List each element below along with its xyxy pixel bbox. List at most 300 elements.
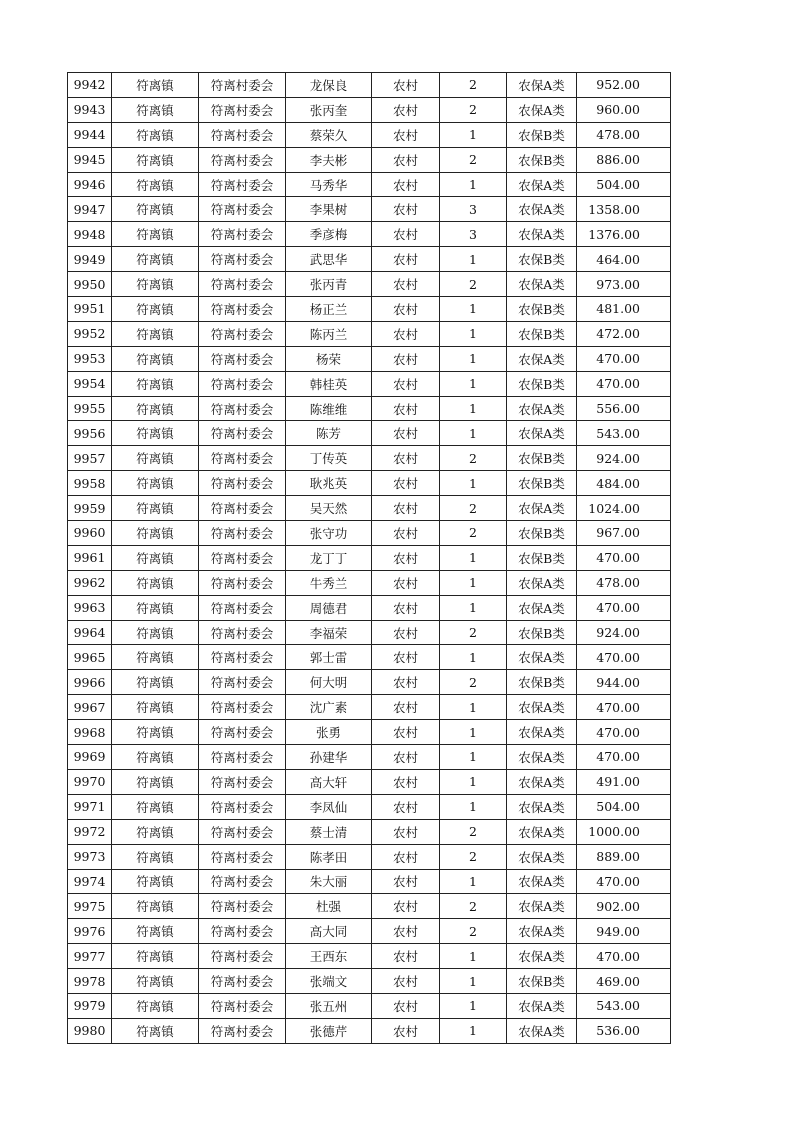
row-number-cell: 9967 <box>68 695 112 720</box>
town-cell: 符离镇 <box>112 720 199 745</box>
table-row <box>68 720 671 745</box>
row-number-cell: 9973 <box>68 844 112 869</box>
amount-cell: 481.00 <box>577 297 671 322</box>
member-count-cell: 2 <box>440 670 507 695</box>
row-number-cell: 9966 <box>68 670 112 695</box>
table-row <box>68 869 671 894</box>
household-type-cell: 农村 <box>372 745 440 770</box>
table-row <box>68 222 671 247</box>
household-type-cell: 农村 <box>372 869 440 894</box>
insurance-category-cell: 农保A类 <box>507 421 577 446</box>
insurance-category-cell: 农保A类 <box>507 197 577 222</box>
household-type-cell: 农村 <box>372 222 440 247</box>
row-number-cell: 9948 <box>68 222 112 247</box>
table-row <box>68 346 671 371</box>
village-committee-cell: 符离村委会 <box>199 122 286 147</box>
amount-cell: 478.00 <box>577 122 671 147</box>
table-row <box>68 944 671 969</box>
insurance-category-cell: 农保B类 <box>507 670 577 695</box>
village-committee-cell: 符离村委会 <box>199 247 286 272</box>
amount-cell: 472.00 <box>577 321 671 346</box>
household-type-cell: 农村 <box>372 147 440 172</box>
person-name-cell: 张勇 <box>286 720 372 745</box>
amount-cell: 924.00 <box>577 446 671 471</box>
amount-cell: 889.00 <box>577 844 671 869</box>
amount-cell: 1358.00 <box>577 197 671 222</box>
member-count-cell: 1 <box>440 421 507 446</box>
amount-cell: 504.00 <box>577 172 671 197</box>
household-type-cell: 农村 <box>372 247 440 272</box>
table-row <box>68 446 671 471</box>
insurance-category-cell: 农保B类 <box>507 247 577 272</box>
insurance-category-cell: 农保A类 <box>507 993 577 1018</box>
amount-cell: 504.00 <box>577 794 671 819</box>
village-committee-cell: 符离村委会 <box>199 819 286 844</box>
town-cell: 符离镇 <box>112 73 199 98</box>
member-count-cell: 2 <box>440 620 507 645</box>
town-cell: 符离镇 <box>112 297 199 322</box>
household-type-cell: 农村 <box>372 695 440 720</box>
amount-cell: 470.00 <box>577 695 671 720</box>
table-row <box>68 745 671 770</box>
row-number-cell: 9977 <box>68 944 112 969</box>
insurance-category-cell: 农保A类 <box>507 894 577 919</box>
household-type-cell: 农村 <box>372 819 440 844</box>
member-count-cell: 1 <box>440 720 507 745</box>
village-committee-cell: 符离村委会 <box>199 471 286 496</box>
town-cell: 符离镇 <box>112 346 199 371</box>
member-count-cell: 1 <box>440 794 507 819</box>
town-cell: 符离镇 <box>112 869 199 894</box>
row-number-cell: 9957 <box>68 446 112 471</box>
member-count-cell: 1 <box>440 545 507 570</box>
village-committee-cell: 符离村委会 <box>199 272 286 297</box>
member-count-cell: 1 <box>440 570 507 595</box>
village-committee-cell: 符离村委会 <box>199 396 286 421</box>
town-cell: 符离镇 <box>112 247 199 272</box>
insurance-category-cell: 农保B类 <box>507 147 577 172</box>
table-row <box>68 919 671 944</box>
town-cell: 符离镇 <box>112 272 199 297</box>
amount-cell: 886.00 <box>577 147 671 172</box>
amount-cell: 960.00 <box>577 97 671 122</box>
person-name-cell: 龙丁丁 <box>286 545 372 570</box>
person-name-cell: 韩桂英 <box>286 371 372 396</box>
row-number-cell: 9975 <box>68 894 112 919</box>
amount-cell: 478.00 <box>577 570 671 595</box>
insurance-category-cell: 农保A类 <box>507 645 577 670</box>
town-cell: 符离镇 <box>112 122 199 147</box>
household-type-cell: 农村 <box>372 521 440 546</box>
person-name-cell: 高大轩 <box>286 769 372 794</box>
town-cell: 符离镇 <box>112 794 199 819</box>
table-row <box>68 471 671 496</box>
person-name-cell: 牛秀兰 <box>286 570 372 595</box>
member-count-cell: 1 <box>440 969 507 994</box>
row-number-cell: 9963 <box>68 595 112 620</box>
person-name-cell: 杜强 <box>286 894 372 919</box>
table-row <box>68 73 671 98</box>
member-count-cell: 2 <box>440 894 507 919</box>
insurance-category-cell: 农保A类 <box>507 720 577 745</box>
person-name-cell: 季彦梅 <box>286 222 372 247</box>
person-name-cell: 陈芳 <box>286 421 372 446</box>
person-name-cell: 周德君 <box>286 595 372 620</box>
member-count-cell: 3 <box>440 222 507 247</box>
table-row <box>68 272 671 297</box>
person-name-cell: 李凤仙 <box>286 794 372 819</box>
member-count-cell: 1 <box>440 1018 507 1043</box>
village-committee-cell: 符离村委会 <box>199 172 286 197</box>
household-type-cell: 农村 <box>372 570 440 595</box>
village-committee-cell: 符离村委会 <box>199 421 286 446</box>
town-cell: 符离镇 <box>112 894 199 919</box>
amount-cell: 469.00 <box>577 969 671 994</box>
town-cell: 符离镇 <box>112 321 199 346</box>
member-count-cell: 3 <box>440 197 507 222</box>
table-row <box>68 819 671 844</box>
insurance-category-cell: 农保A类 <box>507 496 577 521</box>
village-committee-cell: 符离村委会 <box>199 371 286 396</box>
person-name-cell: 蔡士清 <box>286 819 372 844</box>
row-number-cell: 9951 <box>68 297 112 322</box>
table-row <box>68 371 671 396</box>
town-cell: 符离镇 <box>112 446 199 471</box>
household-type-cell: 农村 <box>372 844 440 869</box>
household-type-cell: 农村 <box>372 197 440 222</box>
amount-cell: 902.00 <box>577 894 671 919</box>
member-count-cell: 1 <box>440 471 507 496</box>
person-name-cell: 李夫彬 <box>286 147 372 172</box>
person-name-cell: 陈丙兰 <box>286 321 372 346</box>
town-cell: 符离镇 <box>112 993 199 1018</box>
household-type-cell: 农村 <box>372 720 440 745</box>
insurance-category-cell: 农保A类 <box>507 97 577 122</box>
town-cell: 符离镇 <box>112 471 199 496</box>
amount-cell: 470.00 <box>577 745 671 770</box>
row-number-cell: 9952 <box>68 321 112 346</box>
person-name-cell: 张守功 <box>286 521 372 546</box>
household-type-cell: 农村 <box>372 620 440 645</box>
row-number-cell: 9942 <box>68 73 112 98</box>
table-row <box>68 695 671 720</box>
household-type-cell: 农村 <box>372 321 440 346</box>
table-body <box>68 73 671 1044</box>
row-number-cell: 9943 <box>68 97 112 122</box>
row-number-cell: 9950 <box>68 272 112 297</box>
village-committee-cell: 符离村委会 <box>199 944 286 969</box>
row-number-cell: 9978 <box>68 969 112 994</box>
row-number-cell: 9972 <box>68 819 112 844</box>
person-name-cell: 张端文 <box>286 969 372 994</box>
village-committee-cell: 符离村委会 <box>199 197 286 222</box>
person-name-cell: 陈孝田 <box>286 844 372 869</box>
amount-cell: 924.00 <box>577 620 671 645</box>
member-count-cell: 2 <box>440 521 507 546</box>
table-row <box>68 769 671 794</box>
row-number-cell: 9945 <box>68 147 112 172</box>
town-cell: 符离镇 <box>112 371 199 396</box>
person-name-cell: 龙保良 <box>286 73 372 98</box>
person-name-cell: 高大同 <box>286 919 372 944</box>
person-name-cell: 张丙青 <box>286 272 372 297</box>
amount-cell: 470.00 <box>577 545 671 570</box>
household-type-cell: 农村 <box>372 172 440 197</box>
village-committee-cell: 符离村委会 <box>199 446 286 471</box>
insurance-category-cell: 农保A类 <box>507 222 577 247</box>
person-name-cell: 李果树 <box>286 197 372 222</box>
village-committee-cell: 符离村委会 <box>199 720 286 745</box>
row-number-cell: 9958 <box>68 471 112 496</box>
person-name-cell: 武思华 <box>286 247 372 272</box>
member-count-cell: 2 <box>440 496 507 521</box>
table-row <box>68 670 671 695</box>
person-name-cell: 郭士雷 <box>286 645 372 670</box>
household-type-cell: 农村 <box>372 894 440 919</box>
household-type-cell: 农村 <box>372 1018 440 1043</box>
member-count-cell: 1 <box>440 371 507 396</box>
village-committee-cell: 符离村委会 <box>199 545 286 570</box>
town-cell: 符离镇 <box>112 919 199 944</box>
village-committee-cell: 符离村委会 <box>199 645 286 670</box>
insurance-category-cell: 农保A类 <box>507 919 577 944</box>
table-row <box>68 321 671 346</box>
member-count-cell: 2 <box>440 446 507 471</box>
person-name-cell: 张五州 <box>286 993 372 1018</box>
insurance-category-cell: 农保A类 <box>507 1018 577 1043</box>
household-type-cell: 农村 <box>372 769 440 794</box>
member-count-cell: 1 <box>440 993 507 1018</box>
person-name-cell: 朱大丽 <box>286 869 372 894</box>
table-row <box>68 197 671 222</box>
row-number-cell: 9968 <box>68 720 112 745</box>
amount-cell: 470.00 <box>577 371 671 396</box>
amount-cell: 1000.00 <box>577 819 671 844</box>
table-row <box>68 247 671 272</box>
village-committee-cell: 符离村委会 <box>199 769 286 794</box>
table-row <box>68 396 671 421</box>
amount-cell: 952.00 <box>577 73 671 98</box>
person-name-cell: 陈维维 <box>286 396 372 421</box>
row-number-cell: 9955 <box>68 396 112 421</box>
row-number-cell: 9946 <box>68 172 112 197</box>
person-name-cell: 耿兆英 <box>286 471 372 496</box>
town-cell: 符离镇 <box>112 769 199 794</box>
insurance-category-cell: 农保A类 <box>507 745 577 770</box>
village-committee-cell: 符离村委会 <box>199 297 286 322</box>
household-type-cell: 农村 <box>372 595 440 620</box>
amount-cell: 1376.00 <box>577 222 671 247</box>
village-committee-cell: 符离村委会 <box>199 869 286 894</box>
person-name-cell: 张丙奎 <box>286 97 372 122</box>
insurance-category-cell: 农保A类 <box>507 570 577 595</box>
amount-cell: 470.00 <box>577 645 671 670</box>
table-row <box>68 172 671 197</box>
table-row <box>68 620 671 645</box>
table-row <box>68 521 671 546</box>
insurance-category-cell: 农保B类 <box>507 471 577 496</box>
insurance-category-cell: 农保B类 <box>507 521 577 546</box>
village-committee-cell: 符离村委会 <box>199 919 286 944</box>
member-count-cell: 2 <box>440 272 507 297</box>
table-row <box>68 645 671 670</box>
row-number-cell: 9970 <box>68 769 112 794</box>
town-cell: 符离镇 <box>112 570 199 595</box>
town-cell: 符离镇 <box>112 521 199 546</box>
village-committee-cell: 符离村委会 <box>199 969 286 994</box>
member-count-cell: 1 <box>440 944 507 969</box>
insurance-category-cell: 农保A类 <box>507 73 577 98</box>
town-cell: 符离镇 <box>112 645 199 670</box>
household-type-cell: 农村 <box>372 919 440 944</box>
village-committee-cell: 符离村委会 <box>199 844 286 869</box>
person-name-cell: 杨正兰 <box>286 297 372 322</box>
member-count-cell: 1 <box>440 172 507 197</box>
amount-cell: 949.00 <box>577 919 671 944</box>
table-row <box>68 894 671 919</box>
town-cell: 符离镇 <box>112 595 199 620</box>
household-type-cell: 农村 <box>372 97 440 122</box>
town-cell: 符离镇 <box>112 745 199 770</box>
town-cell: 符离镇 <box>112 222 199 247</box>
town-cell: 符离镇 <box>112 844 199 869</box>
household-type-cell: 农村 <box>372 670 440 695</box>
village-committee-cell: 符离村委会 <box>199 346 286 371</box>
household-type-cell: 农村 <box>372 346 440 371</box>
household-type-cell: 农村 <box>372 272 440 297</box>
insurance-category-cell: 农保A类 <box>507 769 577 794</box>
insurance-category-cell: 农保A类 <box>507 396 577 421</box>
amount-cell: 470.00 <box>577 595 671 620</box>
household-type-cell: 农村 <box>372 496 440 521</box>
insurance-category-cell: 农保A类 <box>507 695 577 720</box>
household-type-cell: 农村 <box>372 421 440 446</box>
insurance-category-cell: 农保A类 <box>507 346 577 371</box>
insurance-category-cell: 农保B类 <box>507 122 577 147</box>
amount-cell: 973.00 <box>577 272 671 297</box>
person-name-cell: 蔡荣久 <box>286 122 372 147</box>
village-committee-cell: 符离村委会 <box>199 321 286 346</box>
insurance-category-cell: 农保A类 <box>507 172 577 197</box>
town-cell: 符离镇 <box>112 545 199 570</box>
amount-cell: 470.00 <box>577 720 671 745</box>
member-count-cell: 2 <box>440 819 507 844</box>
village-committee-cell: 符离村委会 <box>199 620 286 645</box>
insurance-category-cell: 农保A类 <box>507 869 577 894</box>
village-committee-cell: 符离村委会 <box>199 222 286 247</box>
insurance-category-cell: 农保B类 <box>507 969 577 994</box>
person-name-cell: 张德芹 <box>286 1018 372 1043</box>
amount-cell: 470.00 <box>577 869 671 894</box>
table-row <box>68 421 671 446</box>
row-number-cell: 9965 <box>68 645 112 670</box>
town-cell: 符离镇 <box>112 97 199 122</box>
row-number-cell: 9979 <box>68 993 112 1018</box>
village-committee-cell: 符离村委会 <box>199 894 286 919</box>
household-type-cell: 农村 <box>372 993 440 1018</box>
person-name-cell: 吴天然 <box>286 496 372 521</box>
village-committee-cell: 符离村委会 <box>199 745 286 770</box>
data-table <box>67 72 671 1044</box>
town-cell: 符离镇 <box>112 620 199 645</box>
member-count-cell: 2 <box>440 97 507 122</box>
household-type-cell: 农村 <box>372 297 440 322</box>
row-number-cell: 9960 <box>68 521 112 546</box>
town-cell: 符离镇 <box>112 670 199 695</box>
row-number-cell: 9956 <box>68 421 112 446</box>
row-number-cell: 9953 <box>68 346 112 371</box>
insurance-category-cell: 农保B类 <box>507 620 577 645</box>
village-committee-cell: 符离村委会 <box>199 1018 286 1043</box>
member-count-cell: 1 <box>440 346 507 371</box>
village-committee-cell: 符离村委会 <box>199 670 286 695</box>
insurance-category-cell: 农保A类 <box>507 794 577 819</box>
town-cell: 符离镇 <box>112 421 199 446</box>
insurance-category-cell: 农保A类 <box>507 595 577 620</box>
person-name-cell: 杨荣 <box>286 346 372 371</box>
amount-cell: 470.00 <box>577 944 671 969</box>
town-cell: 符离镇 <box>112 695 199 720</box>
town-cell: 符离镇 <box>112 197 199 222</box>
table-row <box>68 496 671 521</box>
row-number-cell: 9962 <box>68 570 112 595</box>
member-count-cell: 2 <box>440 844 507 869</box>
amount-cell: 464.00 <box>577 247 671 272</box>
row-number-cell: 9971 <box>68 794 112 819</box>
amount-cell: 536.00 <box>577 1018 671 1043</box>
village-committee-cell: 符离村委会 <box>199 73 286 98</box>
village-committee-cell: 符离村委会 <box>199 97 286 122</box>
household-type-cell: 农村 <box>372 545 440 570</box>
table-row <box>68 844 671 869</box>
member-count-cell: 1 <box>440 595 507 620</box>
amount-cell: 1024.00 <box>577 496 671 521</box>
village-committee-cell: 符离村委会 <box>199 794 286 819</box>
member-count-cell: 1 <box>440 769 507 794</box>
insurance-category-cell: 农保A类 <box>507 272 577 297</box>
town-cell: 符离镇 <box>112 969 199 994</box>
household-type-cell: 农村 <box>372 471 440 496</box>
member-count-cell: 1 <box>440 745 507 770</box>
insurance-category-cell: 农保B类 <box>507 297 577 322</box>
member-count-cell: 1 <box>440 297 507 322</box>
table-row <box>68 595 671 620</box>
village-committee-cell: 符离村委会 <box>199 993 286 1018</box>
town-cell: 符离镇 <box>112 944 199 969</box>
amount-cell: 491.00 <box>577 769 671 794</box>
person-name-cell: 孙建华 <box>286 745 372 770</box>
amount-cell: 944.00 <box>577 670 671 695</box>
insurance-category-cell: 农保A类 <box>507 819 577 844</box>
person-name-cell: 何大明 <box>286 670 372 695</box>
row-number-cell: 9949 <box>68 247 112 272</box>
table-row <box>68 97 671 122</box>
table-row <box>68 794 671 819</box>
village-committee-cell: 符离村委会 <box>199 496 286 521</box>
town-cell: 符离镇 <box>112 1018 199 1043</box>
household-type-cell: 农村 <box>372 645 440 670</box>
town-cell: 符离镇 <box>112 496 199 521</box>
village-committee-cell: 符离村委会 <box>199 521 286 546</box>
table-row <box>68 570 671 595</box>
member-count-cell: 1 <box>440 645 507 670</box>
row-number-cell: 9959 <box>68 496 112 521</box>
amount-cell: 967.00 <box>577 521 671 546</box>
table-row <box>68 297 671 322</box>
amount-cell: 543.00 <box>577 993 671 1018</box>
row-number-cell: 9964 <box>68 620 112 645</box>
insurance-category-cell: 农保A类 <box>507 844 577 869</box>
